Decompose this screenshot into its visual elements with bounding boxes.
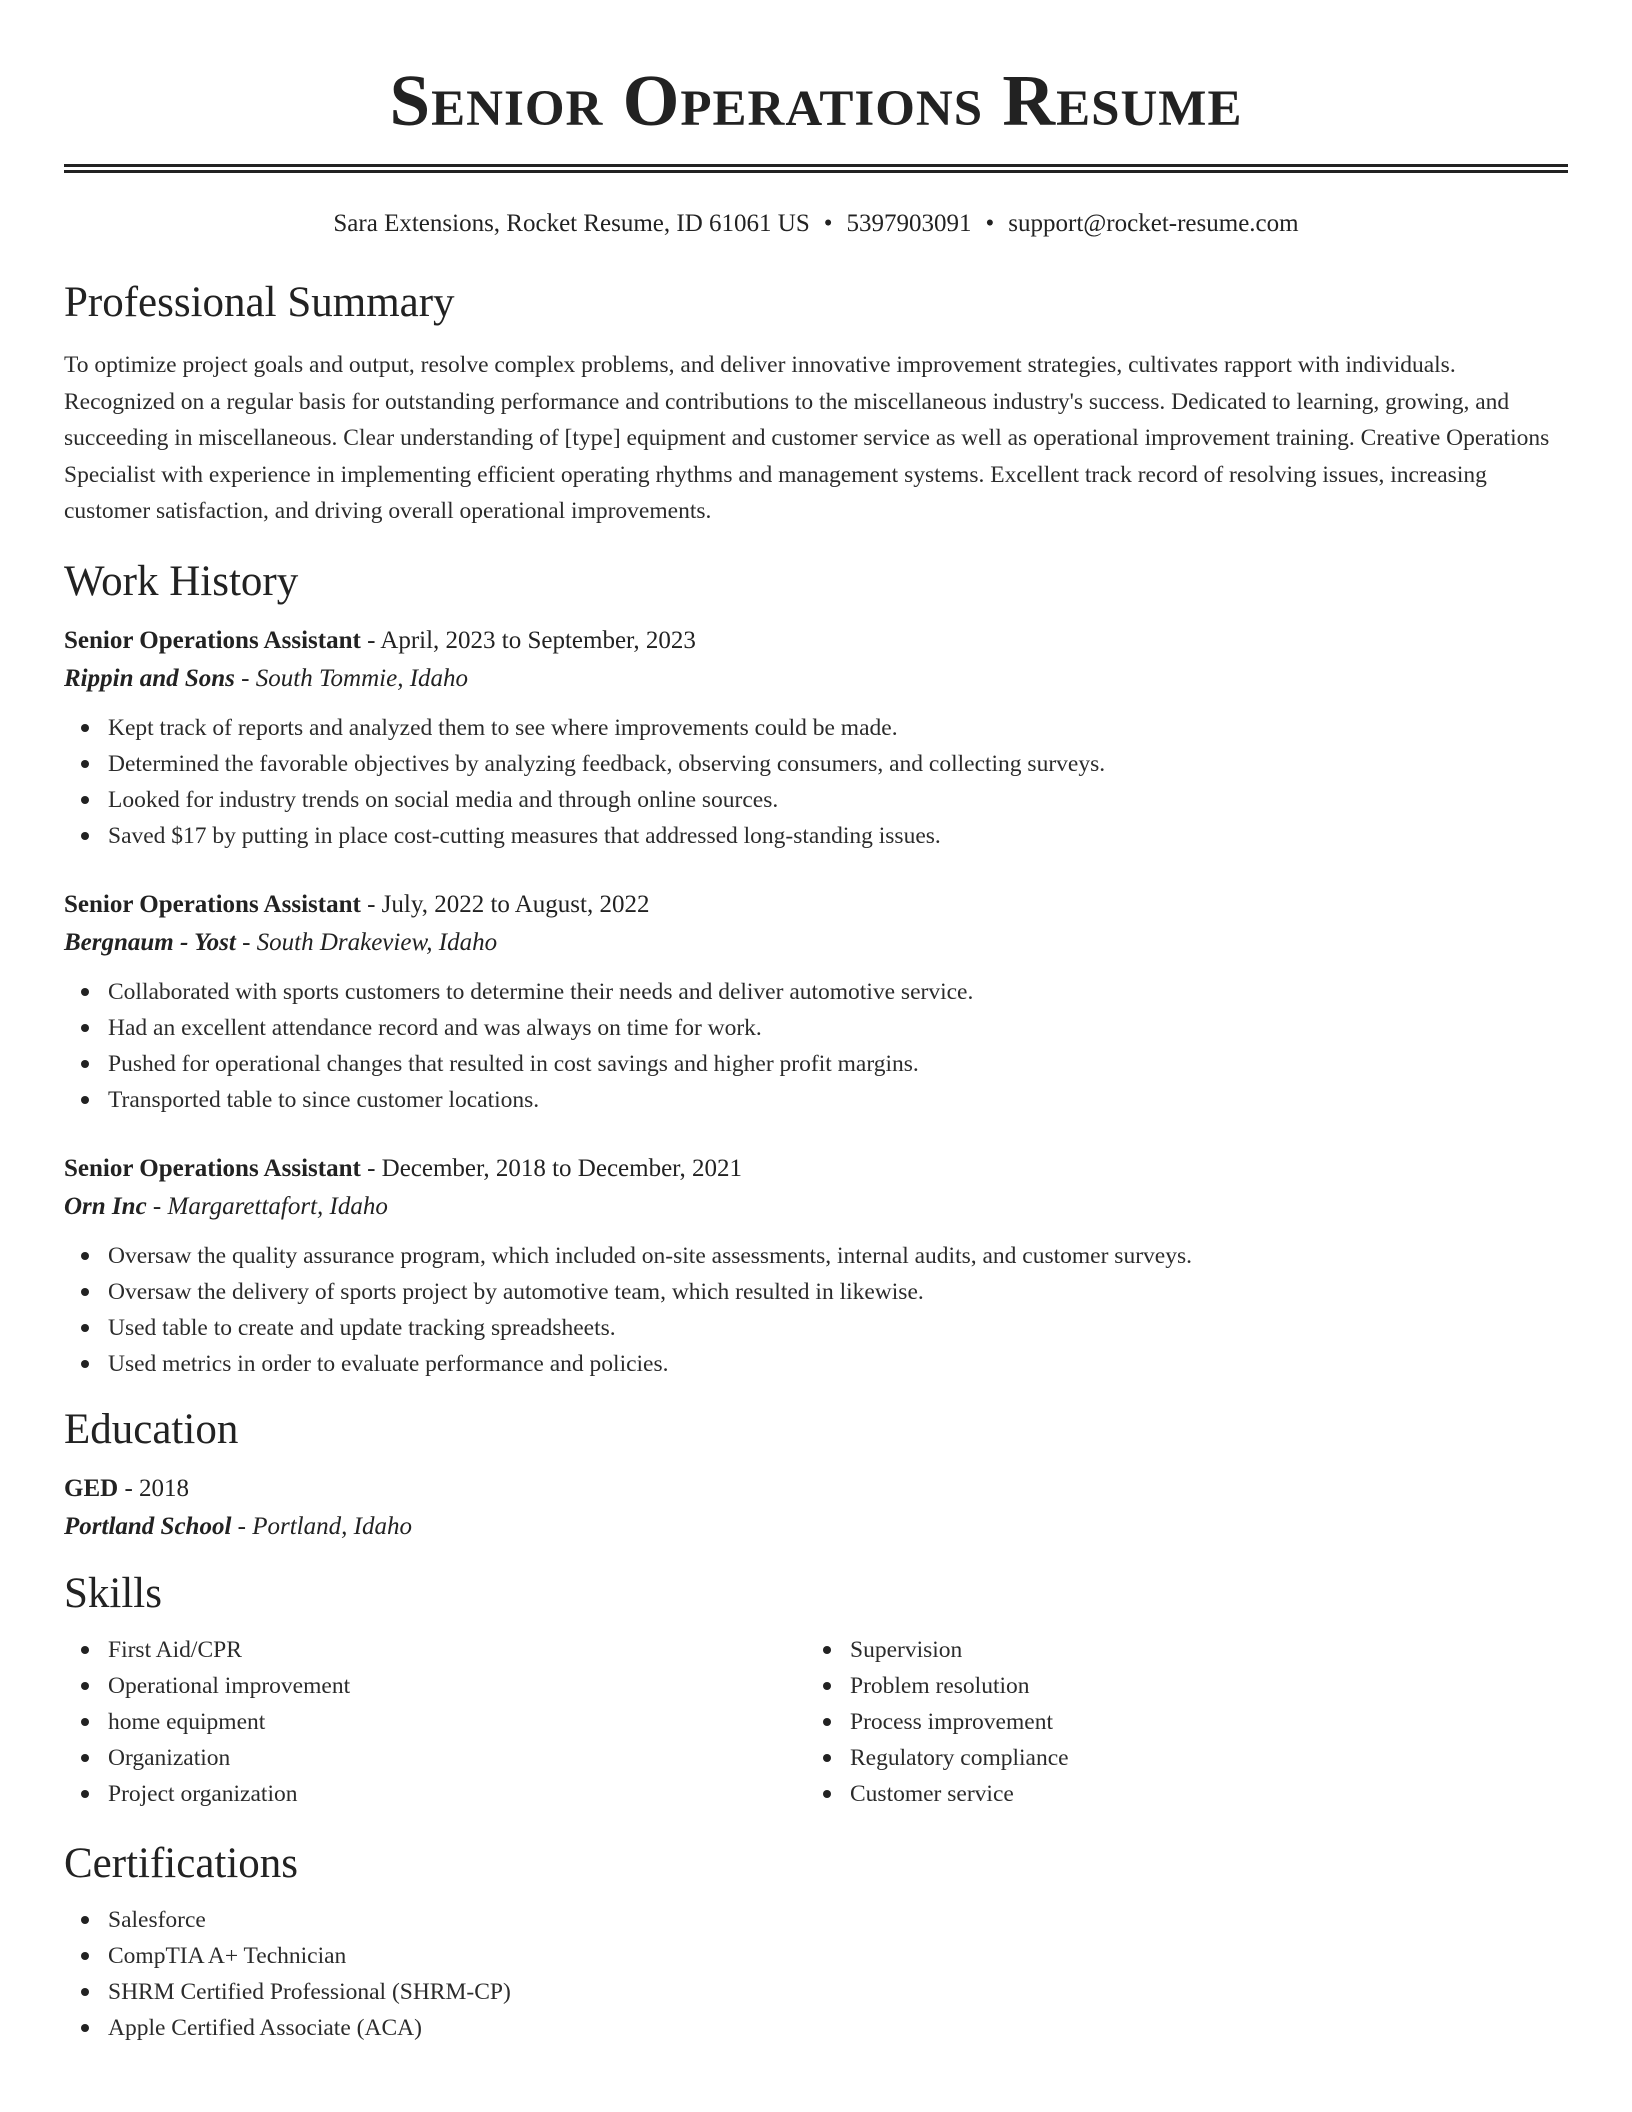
skill-item: Organization <box>108 1740 806 1776</box>
education-year: - 2018 <box>118 1474 190 1502</box>
job-bullets <box>64 974 1568 1118</box>
education-heading: Education <box>64 1405 239 1453</box>
education-entry <box>64 1470 1568 1546</box>
work-history-heading: Work History <box>64 557 299 605</box>
list-item: Oversaw the delivery of sports project by automotive team, which resulted in likewise. <box>108 1274 1568 1310</box>
job-company: Bergnaum - Yost <box>64 928 236 956</box>
skill-item: home equipment <box>108 1704 806 1740</box>
certification-item: SHRM Certified Professional (SHRM-CP) <box>108 1974 1568 2010</box>
contact-email: support@rocket-resume.com <box>1008 210 1299 237</box>
list-item: Saved $17 by putting in place cost-cutting measures that addressed long-standing issues. <box>108 818 1568 854</box>
resume-title: Senior Operations Resume <box>389 60 1243 141</box>
skill-item: Operational improvement <box>108 1668 806 1704</box>
skills-column-left <box>64 1632 806 1812</box>
skill-item: Regulatory compliance <box>850 1740 1548 1776</box>
education-degree-line <box>64 1470 1568 1508</box>
skill-item: Project organization <box>108 1776 806 1812</box>
job-location: - Margarettafort, Idaho <box>146 1192 388 1220</box>
list-item: Had an excellent attendance record and was always on time for work. <box>108 1010 1568 1046</box>
job-company-line <box>64 924 1568 962</box>
education-location: - Portland, Idaho <box>231 1512 412 1540</box>
job-dates: - April, 2023 to September, 2023 <box>360 626 696 654</box>
summary-text: To optimize project goals and output, resolve complex problems, and deliver innovative improvement strategies, cultivates rapport with individuals. Recognized on a regular basis for outstanding performance and contributions to the miscellaneous industry's success. Dedicated to learning, growing, and succeeding in miscellaneous. Clear understanding of [type] equipment and customer service as well as operational improvement training. Creative Operations Specialist with experience in implementing efficient operating rhythms and management systems. Excellent track record of resolving issues, increasing customer satisfaction, and driving overall operational improvements. <box>64 352 1550 524</box>
education-school: Portland School <box>64 1512 232 1540</box>
certifications-list <box>64 1902 1568 2046</box>
certification-item: CompTIA A+ Technician <box>108 1938 1568 1974</box>
list-item: Used table to create and update tracking spreadsheets. <box>108 1310 1568 1346</box>
job-bullets <box>64 1238 1568 1382</box>
certifications-heading: Certifications <box>64 1839 299 1887</box>
job-company: Orn Inc <box>64 1192 147 1220</box>
job-location: - South Drakeview, Idaho <box>235 928 498 956</box>
job-dates: - July, 2022 to August, 2022 <box>360 890 650 918</box>
skills-grid <box>64 1632 1568 1812</box>
contact-separator: • <box>985 210 995 237</box>
job-bullets <box>64 710 1568 854</box>
skill-item: Process improvement <box>850 1704 1548 1740</box>
list-item: Determined the favorable objectives by analyzing feedback, observing consumers, and collecting surveys. <box>108 746 1568 782</box>
contact-line <box>64 207 1568 241</box>
certification-item: Salesforce <box>108 1902 1568 1938</box>
job-title-line <box>64 622 1568 660</box>
contact-separator: • <box>823 210 833 237</box>
list-item: Used metrics in order to evaluate performance and policies. <box>108 1346 1568 1382</box>
job-title-line <box>64 886 1568 924</box>
job-title-line <box>64 1150 1568 1188</box>
job-company-line <box>64 660 1568 698</box>
job-role: Senior Operations Assistant <box>64 626 361 654</box>
job-company: Rippin and Sons <box>64 664 235 692</box>
job-dates: - December, 2018 to December, 2021 <box>360 1154 743 1182</box>
list-item: Kept track of reports and analyzed them to see where improvements could be made. <box>108 710 1568 746</box>
contact-phone: 5397903091 <box>846 210 972 237</box>
list-item: Oversaw the quality assurance program, which included on-site assessments, internal audits, and customer surveys. <box>108 1238 1568 1274</box>
summary-heading: Professional Summary <box>64 279 455 326</box>
job-company-line <box>64 1188 1568 1226</box>
contact-address: Sara Extensions, Rocket Resume, ID 61061 US <box>333 210 810 237</box>
education-degree: GED <box>64 1474 119 1502</box>
title-divider <box>64 164 1568 173</box>
job-entry <box>64 622 1568 854</box>
skill-item: First Aid/CPR <box>108 1632 806 1668</box>
list-item: Collaborated with sports customers to determine their needs and deliver automotive service. <box>108 974 1568 1010</box>
skills-column-right <box>806 1632 1548 1812</box>
skill-item: Problem resolution <box>850 1668 1548 1704</box>
resume-page <box>64 0 1568 2046</box>
skill-item: Supervision <box>850 1632 1548 1668</box>
education-school-line <box>64 1508 1568 1546</box>
list-item: Looked for industry trends on social media and through online sources. <box>108 782 1568 818</box>
job-role: Senior Operations Assistant <box>64 890 361 918</box>
job-entry <box>64 886 1568 1118</box>
list-item: Pushed for operational changes that resulted in cost savings and higher profit margins. <box>108 1046 1568 1082</box>
skill-item: Customer service <box>850 1776 1548 1812</box>
job-role: Senior Operations Assistant <box>64 1154 361 1182</box>
job-location: - South Tommie, Idaho <box>234 664 469 692</box>
job-entry <box>64 1150 1568 1382</box>
skills-list-left <box>64 1632 806 1812</box>
list-item: Transported table to since customer locations. <box>108 1082 1568 1118</box>
certification-item: Apple Certified Associate (ACA) <box>108 2010 1568 2046</box>
skills-list-right <box>806 1632 1548 1812</box>
skills-heading: Skills <box>64 1569 162 1617</box>
